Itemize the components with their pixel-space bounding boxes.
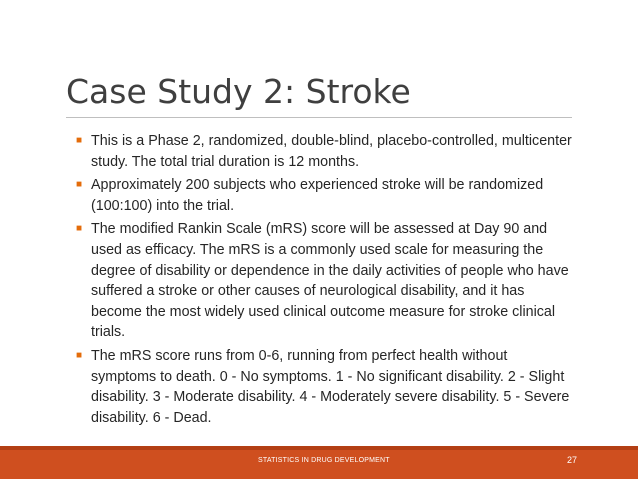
slide-title: Case Study 2: Stroke [66, 72, 411, 111]
bullet-item [76, 346, 576, 428]
bullet-text: This is a Phase 2, randomized, double-blind, placebo-controlled, multicenter study. The total trial duration is 12 months. [91, 133, 572, 170]
bullet-list [76, 131, 576, 431]
bullet-square-icon: ■ [76, 179, 83, 191]
footer-text: STATISTICS IN DRUG DEVELOPMENT [258, 457, 390, 464]
bullet-square-icon: ■ [76, 223, 83, 235]
bullet-text: Approximately 200 subjects who experienced stroke will be randomized (100:100) into the trial. [91, 177, 544, 214]
bullet-square-icon: ■ [76, 135, 83, 146]
page-number: 27 [567, 455, 578, 465]
bullet-item [76, 131, 576, 172]
bullet-item [76, 219, 576, 343]
bullet-text: The mRS score runs from 0-6, running from perfect health without symptoms to death. 0 - No symptoms. 1 - No significant disability. 2 - Slight disability. 3 - Moderate disability. 4 - Moderately severe disability. 5 - Severe disability. 6 - Dead. [91, 347, 570, 426]
title-divider [66, 117, 572, 118]
footer-bar [0, 446, 638, 479]
bullet-item [76, 175, 576, 216]
bullet-text: The modified Rankin Scale (mRS) score will be assessed at Day 90 and used as efficacy. The mRS is a commonly used scale for measuring the degree of disability or dependence in the daily activities of people who have suffered a stroke or other causes of neurological disability, and it has become the most widely used clinical outcome measure for stroke clinical trials. [91, 221, 569, 341]
bullet-square-icon: ■ [76, 349, 83, 361]
